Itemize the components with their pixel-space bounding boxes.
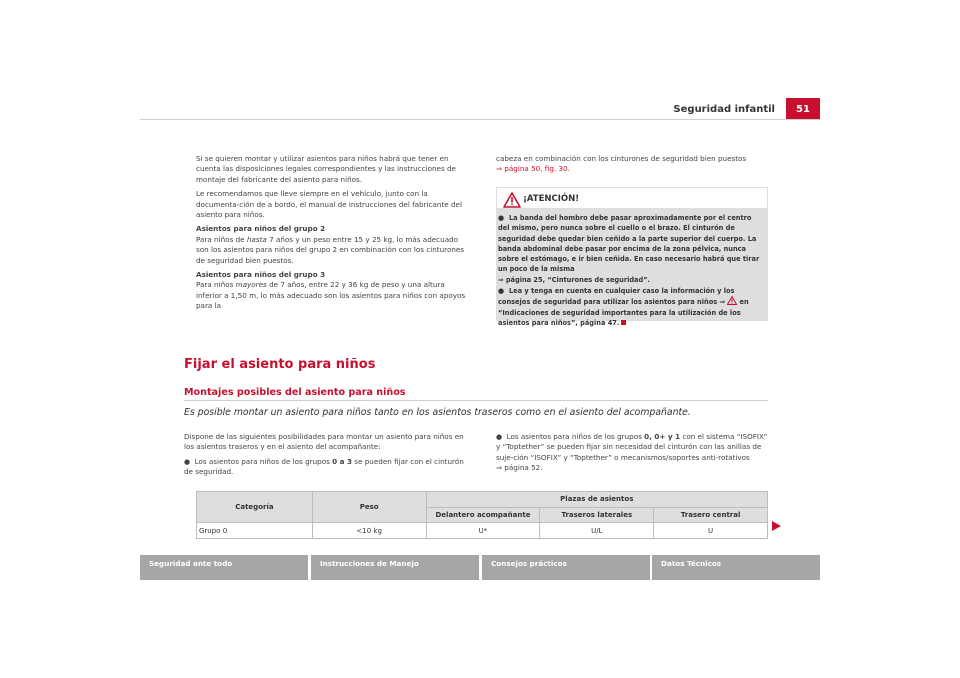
col-header-traseros: Traseros laterales — [540, 507, 654, 523]
heading-group-2: Asientos para niños del grupo 2 — [196, 224, 326, 234]
page-header-title: Seguridad infantil — [673, 104, 775, 115]
warning-header — [496, 187, 768, 209]
right-text-column — [496, 154, 768, 179]
paragraph: Le recomendamos que lleve siempre en el vehículo, junto con la documenta-ción de a bordo, el manual de instrucciones del fabricante del asiento para niños. — [196, 189, 462, 220]
footer-tab-seguridad[interactable]: Seguridad ante todo — [140, 555, 308, 580]
intro-text: Es posible montar un asiento para niños tanto en los asientos traseros como en el asiento del acompañante. — [184, 407, 691, 418]
bullet-icon: ● — [184, 457, 195, 466]
cell-central: U — [654, 523, 768, 539]
warning-body — [498, 213, 764, 329]
left-text-column-2 — [184, 432, 474, 482]
bullet-icon: ● — [496, 433, 507, 441]
page-reference-link[interactable]: ⇒ página 52. — [496, 463, 543, 473]
cell-traseros: U/L — [540, 523, 654, 539]
left-text-column — [196, 154, 466, 316]
page-reference-link[interactable]: ⇒ página 25, “Cinturones de seguridad”. — [498, 275, 651, 284]
subsection-title: Montajes posibles del asiento para niños — [184, 387, 406, 398]
subsection-divider — [184, 400, 768, 401]
warning-item: ● Lea y tenga en cuenta en cualquier caso la información y los consejos de seguridad para utilizar los asientos para niños ⇒ en “Indicaciones de seguridad importantes para la utilización de los asientos para niños”, página 47. — [498, 287, 749, 327]
paragraph: Para niños de hasta 7 años y un peso entre 15 y 25 kg, lo más adecuado son los asientos para niños del grupo 2 en combinación con los cinturones de seguridad bien puestos. — [196, 234, 465, 265]
footer-tab-instrucciones[interactable]: Instrucciones de Manejo — [311, 555, 479, 580]
cell-peso: <10 kg — [312, 523, 426, 539]
warning-triangle-icon — [503, 192, 521, 208]
list-item: ● Los asientos para niños de los grupos 0 a 3 se pueden fijar con el cinturón de seguridad. — [184, 456, 464, 477]
col-header-peso: Peso — [312, 492, 426, 523]
warning-item: ● La banda del hombro debe pasar aproximadamente por el centro del mismo, pero nunca sobre el cuello o el brazo. El cinturón de seguridad debe quedar bien ceñido a la parte superior del cuerpo. La banda abdominal debe pasar por encima de la zona pélvica, nunca sobre el estómago, e ir bien ceñida. En caso necesario habrá que tirar un poco de la misma ⇒ página 25, “Cinturones de seguridad”. — [498, 214, 760, 284]
paragraph: Para niños mayores de 7 años, entre 22 y 36 kg de peso y una altura inferior a 1,50 m, lo más adecuado son los asientos para niños con apoyos para la — [196, 280, 466, 311]
page-reference-link[interactable]: ⇒ página 50, fig. 30 — [496, 164, 568, 174]
bullet-icon: ● — [498, 214, 509, 222]
footer-tab-consejos[interactable]: Consejos prácticos — [482, 555, 650, 580]
warning-title: ¡ATENCIÓN! — [523, 194, 580, 204]
footer-nav — [140, 555, 820, 580]
end-of-section-icon — [621, 320, 626, 325]
section-title: Fijar el asiento para niños — [184, 357, 376, 372]
warning-box — [496, 187, 768, 327]
cell-categoria: Grupo 0 — [197, 523, 313, 539]
footer-tab-datos[interactable]: Datos Técnicos — [652, 555, 820, 580]
paragraph: Si se quieren montar y utilizar asientos para niños habrá que tener en cuenta las disposiciones legales correspondientes y las instrucciones de montaje del fabricante del asiento para niños. — [196, 154, 456, 184]
cell-delantero: U* — [426, 523, 540, 539]
col-header-categoria: Categoría — [197, 492, 313, 523]
list-item: ● Los asientos para niños de los grupos 0, 0+ y 1 con el sistema “ISOFIX” y “Toptether” se pueden fijar sin necesidad del cinturón con las anillas de suje-ción “ISOFIX” y “Toptether” o mecanismos/soportes anti-rotativos ⇒ página 52. — [496, 432, 768, 473]
table-row — [197, 523, 768, 539]
bullet-icon: ● — [498, 287, 509, 296]
warning-triangle-icon — [727, 296, 737, 305]
col-header-delantero: Delantero acompañante — [426, 507, 540, 523]
paragraph: cabeza en combinación con los cinturones de seguridad bien puestos ⇒ página 50, fig. 30. — [496, 154, 747, 174]
page-number: 51 — [786, 98, 820, 120]
seat-positions-table — [196, 491, 768, 539]
header-divider — [140, 119, 820, 120]
heading-group-3: Asientos para niños del grupo 3 — [196, 270, 326, 280]
continue-arrow-icon[interactable] — [772, 521, 781, 531]
right-text-column-2 — [496, 432, 772, 478]
paragraph: Dispone de las siguientes posibilidades para montar un asiento para niños en los asientos traseros y en el asiento del acompañante: — [184, 432, 464, 452]
col-header-plazas: Plazas de asientos — [426, 492, 767, 508]
col-header-central: Trasero central — [654, 507, 768, 523]
